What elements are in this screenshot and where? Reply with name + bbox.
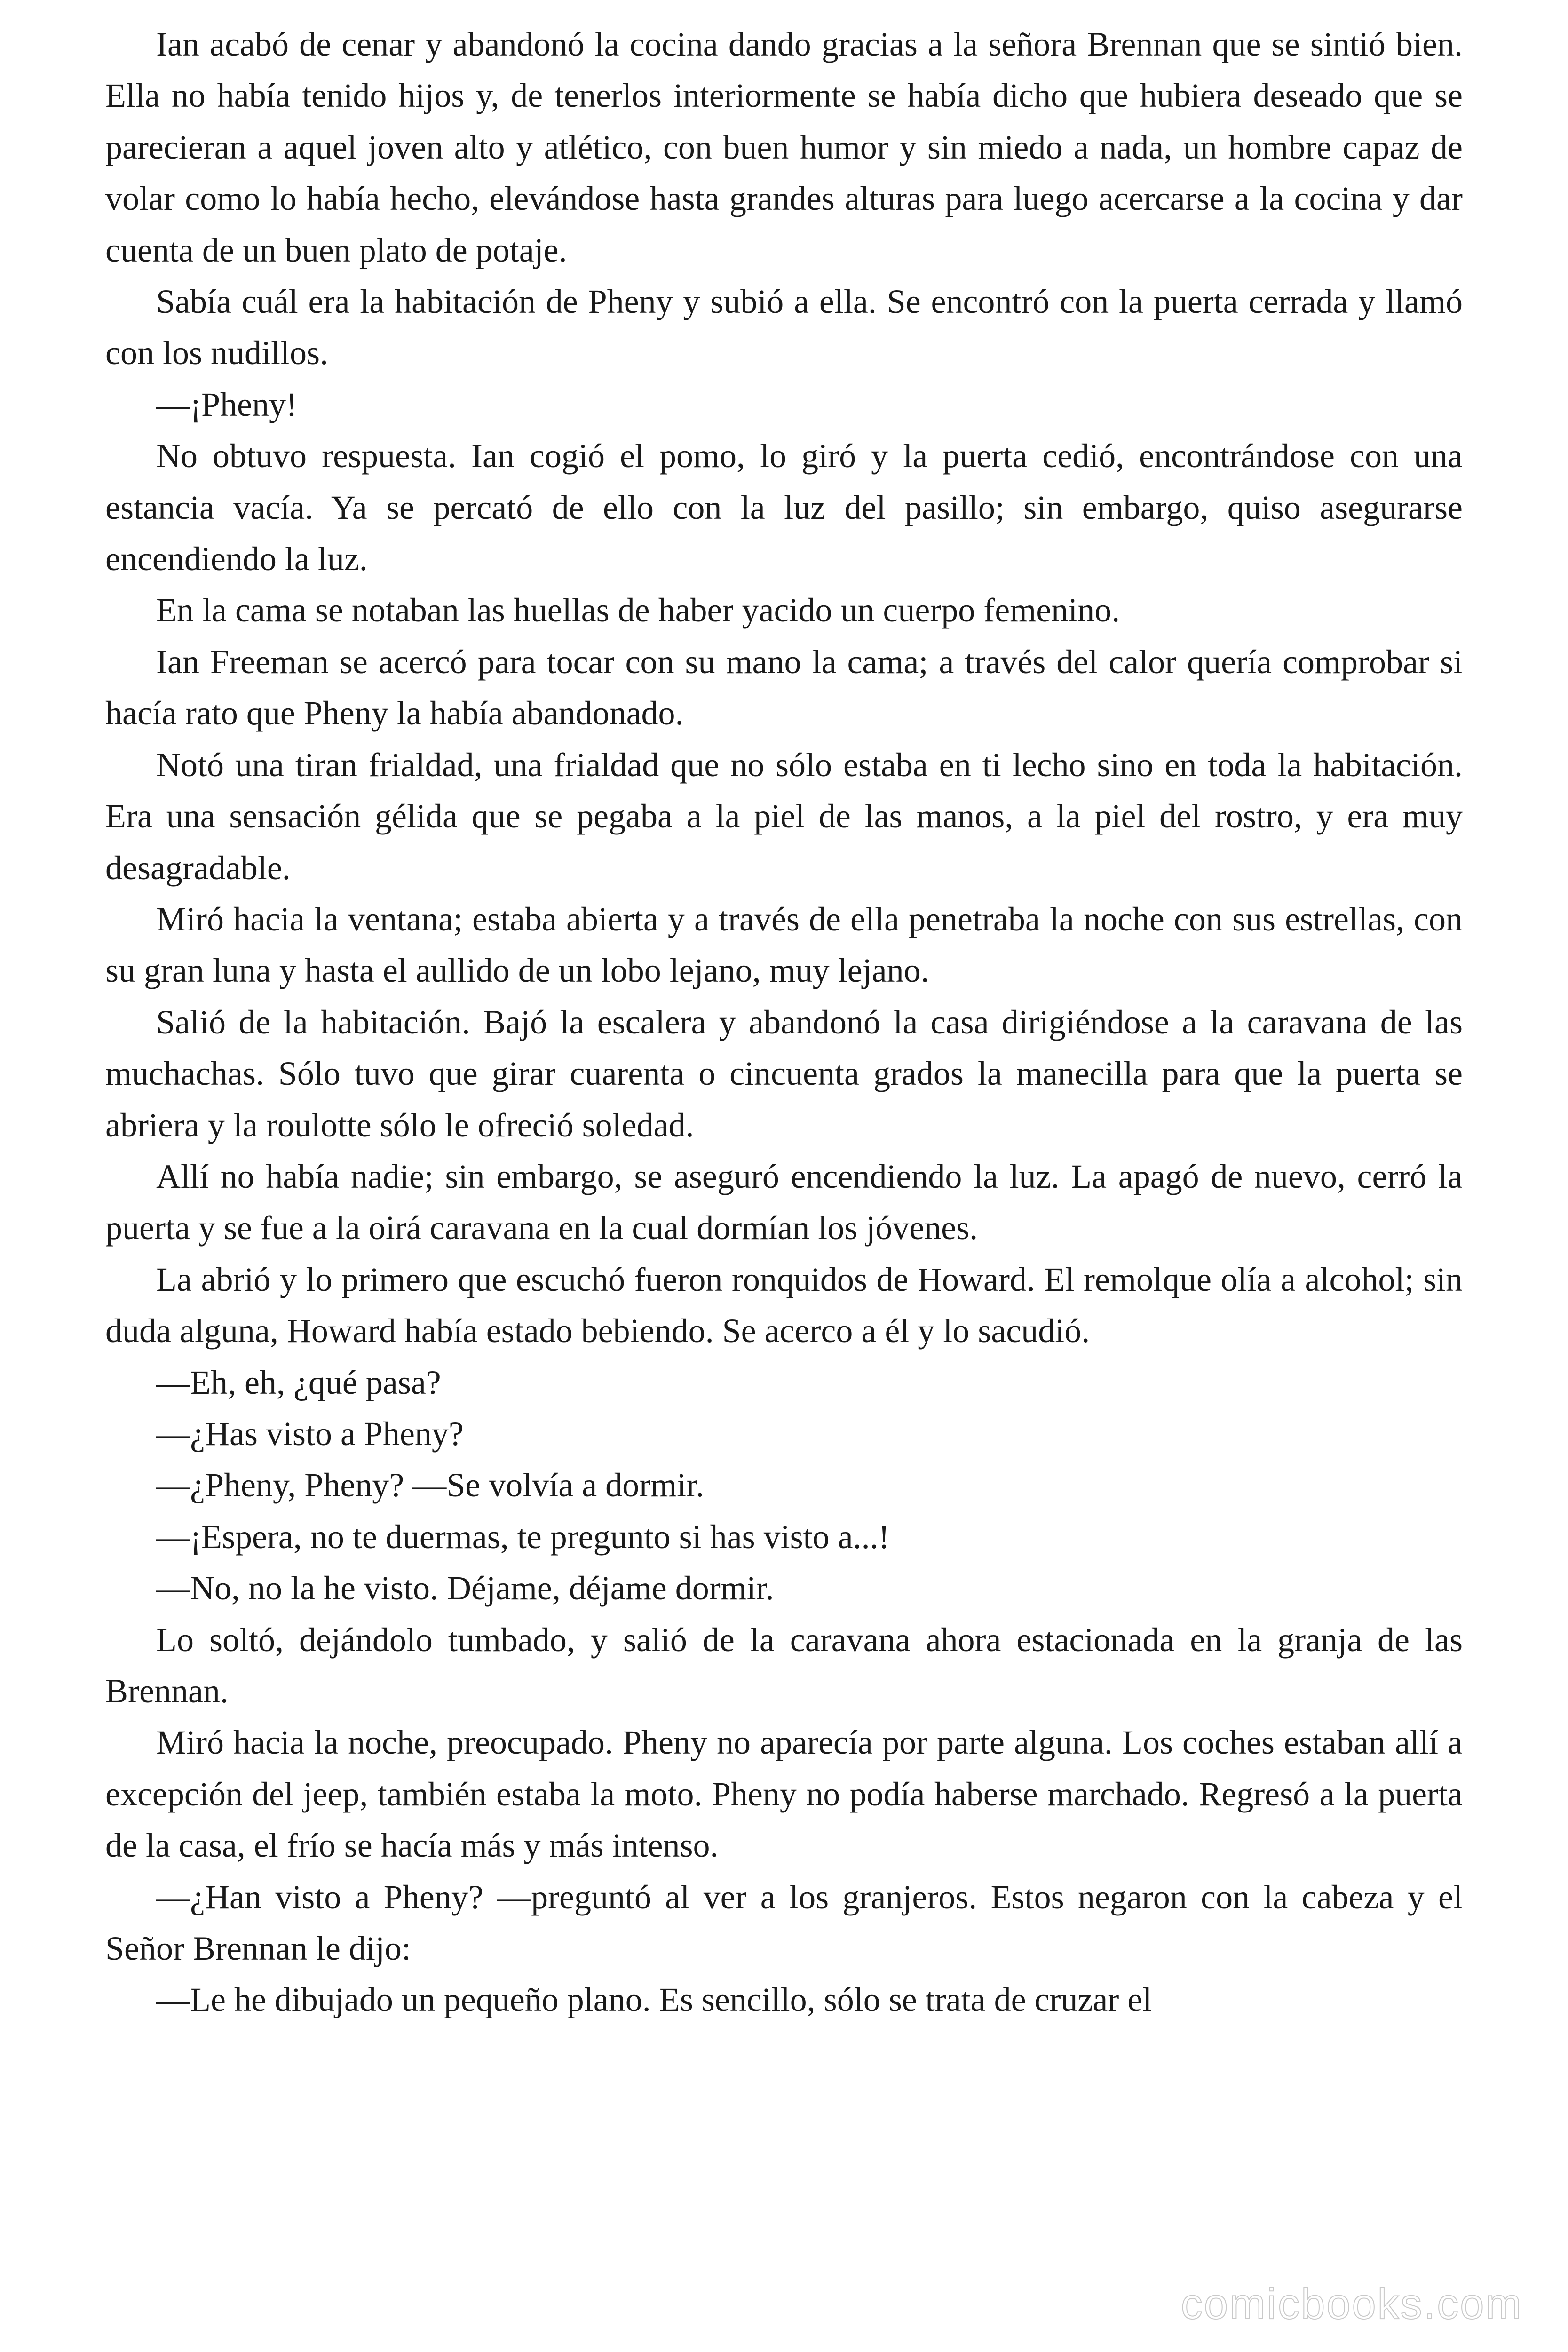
- paragraph: Miró hacia la ventana; estaba abierta y a través de ella penetraba la noche con sus estrellas, con su gran luna y hasta el aullido de un lobo lejano, muy lejano.: [105, 900, 1463, 990]
- dialogue-line: —No, no la he visto. Déjame, déjame dormir.: [156, 1569, 774, 1607]
- paragraph: Lo soltó, dejándolo tumbado, y salió de la caravana ahora estacionada en la granja de las Brennan.: [105, 1621, 1463, 1710]
- watermark: comicbooks.com: [1180, 2280, 1523, 2328]
- dialogue-line: —¡Espera, no te duermas, te pregunto si has visto a...!: [156, 1518, 890, 1556]
- paragraph: Ian acabó de cenar y abandonó la cocina dando gracias a la señora Brennan que se sintió bien. Ella no había tenido hijos y, de tenerlos interiormente se había dicho que hubiera deseado que se parecieran a aquel joven alto y atlético, con buen humor y sin miedo a nada, un hombre capaz de volar como lo había hecho, elevándose hasta grandes alturas para luego acercarse a la cocina y dar cuenta de un buen plato de potaje.: [105, 25, 1463, 269]
- paragraph: En la cama se notaban las huellas de haber yacido un cuerpo femenino.: [156, 591, 1120, 629]
- paragraph: Miró hacia la noche, preocupado. Pheny no aparecía por parte alguna. Los coches estaban allí a excepción del jeep, también estaba la moto. Pheny no podía haberse marchado. Regresó a la puerta de la casa, el frío se hacía más y más intenso.: [105, 1724, 1463, 1865]
- dialogue-line: —Eh, eh, ¿qué pasa?: [156, 1363, 441, 1401]
- paragraph: —Le he dibujado un pequeño plano. Es sencillo, sólo se trata de cruzar el: [156, 1981, 1152, 2019]
- paragraph: Sabía cuál era la habitación de Pheny y subió a ella. Se encontró con la puerta cerrada y llamó con los nudillos.: [105, 283, 1463, 372]
- dialogue-line: —¿Pheny, Pheny? —Se volvía a dormir.: [156, 1466, 705, 1504]
- paragraph: No obtuvo respuesta. Ian cogió el pomo, lo giró y la puerta cedió, encontrándose con una estancia vacía. Ya se percató de ello con la luz del pasillo; sin embargo, quiso asegurarse encendiendo la luz.: [105, 437, 1463, 578]
- dialogue-line: —¿Has visto a Pheny?: [156, 1414, 464, 1453]
- paragraph: —¡Pheny!: [156, 385, 297, 423]
- paragraph: Ian Freeman se acercó para tocar con su mano la cama; a través del calor quería comprobar si hacía rato que Pheny la había abandonado.: [105, 643, 1463, 732]
- paragraph: —¿Han visto a Pheny? —preguntó al ver a los granjeros. Estos negaron con la cabeza y el Señor Brennan le dijo:: [105, 1878, 1463, 1968]
- paragraph: Salió de la habitación. Bajó la escalera y abandonó la casa dirigiéndose a la caravana de las muchachas. Sólo tuvo que girar cuarenta o cincuenta grados la manecilla para que la puerta se abriera y la roulotte sólo le ofreció soledad.: [105, 1003, 1463, 1144]
- paragraph: Notó una tiran frialdad, una frialdad que no sólo estaba en ti lecho sino en toda la habitación. Era una sensación gélida que se pegaba a la piel de las manos, a la piel del rostro, y era muy desagradable.: [105, 746, 1463, 887]
- paragraph: La abrió y lo primero que escuchó fueron ronquidos de Howard. El remolque olía a alcohol; sin duda alguna, Howard había estado bebiendo. Se acerco a él y lo sacudió.: [105, 1260, 1463, 1350]
- page-body: [105, 19, 1463, 2026]
- paragraph: Allí no había nadie; sin embargo, se aseguró encendiendo la luz. La apagó de nuevo, cerró la puerta y se fue a la oirá caravana en la cual dormían los jóvenes.: [105, 1157, 1463, 1247]
